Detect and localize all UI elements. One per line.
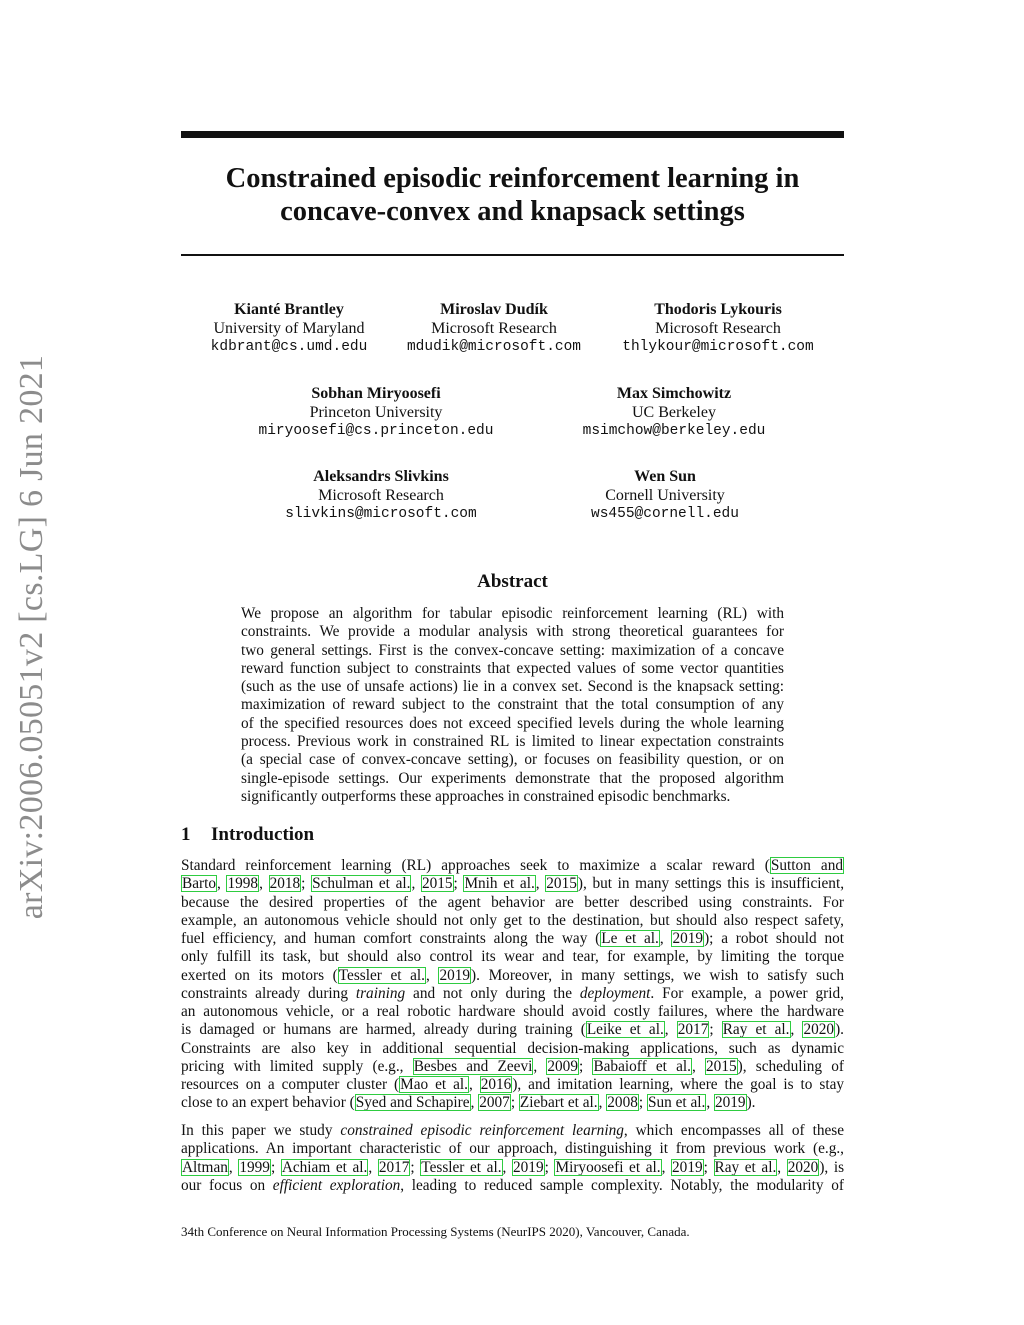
abstract-line: (such as the use of unsafe actions) lie in a convex set. Second is the knapsack setting: — [241, 678, 784, 696]
author-affiliation: Princeton University — [309, 403, 443, 421]
citation-link[interactable]: Barto — [182, 875, 216, 893]
paragraph-line: Standard reinforcement learning (RL) approaches seek to maximize a scalar reward (Sutton and — [181, 857, 843, 874]
citation-link[interactable]: 2007 — [479, 1094, 510, 1112]
citation-link[interactable]: 1998 — [227, 875, 259, 893]
abstract-line: constraints. We provide a modular analysis with strong theoretical guarantees for — [241, 623, 784, 641]
citation-link[interactable]: 1999 — [239, 1158, 270, 1176]
author-name: Kianté Brantley — [234, 301, 344, 318]
emphasis: training — [355, 984, 406, 1002]
citation-link[interactable]: 2017 — [677, 1021, 709, 1039]
author-block — [568, 301, 868, 357]
section-title: Introduction — [211, 824, 315, 845]
author-name: Sobhan Miryoosefi — [311, 385, 441, 402]
citation-link[interactable]: 2015 — [706, 1057, 737, 1075]
author-affiliation: University of Maryland — [213, 319, 365, 337]
citation-link[interactable]: Mao et al. — [400, 1076, 468, 1093]
paragraph-line: In this paper we study constrained episodic reinforcement learning, which encompasses all of these — [181, 1122, 845, 1139]
section-number: 1 — [181, 824, 191, 845]
citation-link[interactable]: Besbes and Zeevi — [413, 1057, 533, 1075]
author-name: Miroslav Dudík — [440, 301, 548, 318]
citation-link[interactable]: Sutton and — [770, 857, 843, 874]
paragraph-line: Altman, 1999; Achiam et al., 2017; Tessler et al., 2019; Miryoosefi et al., 2019; Ray et al., 2020), is — [182, 1158, 845, 1176]
citation-link[interactable]: Achiam et al. — [281, 1158, 368, 1176]
abstract-line: of the specified resources does not exceed specified levels during the whole learning — [241, 714, 784, 732]
paragraph-line: Constraints are also key in additional sequential decision-making applications, such as dynamic — [181, 1039, 844, 1057]
paragraph-line: applications. An important characteristic of our approach, distinguishing it from previous work (e.g., — [181, 1140, 844, 1158]
paragraph-line: resources on a computer cluster (Mao et al., 2016), and imitation learning, where the goal is to stay — [181, 1076, 845, 1093]
citation-link[interactable]: Schulman et al. — [312, 875, 411, 893]
citation-link[interactable]: Ray et al. — [722, 1021, 790, 1039]
citation-link[interactable]: 2020 — [803, 1021, 835, 1039]
abstract-line: reward function subject to constraints that expected values of some vector quantities — [241, 659, 784, 677]
author-block — [231, 468, 531, 524]
author-block — [226, 385, 526, 441]
author-affiliation: UC Berkeley — [632, 403, 716, 421]
title-top-rule — [181, 131, 844, 138]
citation-link[interactable]: Leike et al. — [586, 1021, 664, 1039]
intro-paragraph-1 — [181, 857, 844, 1113]
emphasis: efficient exploration — [272, 1176, 401, 1194]
author-email[interactable]: miryoosefi@cs.princeton.edu — [258, 423, 494, 439]
citation-link[interactable]: 2020 — [787, 1158, 819, 1176]
paragraph-line: our focus on efficient exploration, leading to reduced sample complexity. Notably, the modularity of — [181, 1176, 844, 1194]
paragraph-line: exerted on its motors (Tessler et al., 2019). Moreover, in many settings, we wish to satisfy such — [181, 966, 845, 984]
author-email[interactable]: thlykour@microsoft.com — [622, 339, 814, 355]
arxiv-identifier-stamp: arXiv:2006.05051v2 [cs.LG] 6 Jun 2021 — [13, 354, 50, 920]
title-line: Constrained episodic reinforcement learning in — [225, 163, 800, 194]
citation-link[interactable]: Sun et al. — [647, 1094, 706, 1112]
abstract-body — [241, 605, 784, 806]
author-email[interactable]: ws455@cornell.edu — [591, 506, 739, 522]
intro-paragraph-2 — [181, 1122, 844, 1195]
citation-link[interactable]: Mnih et al. — [464, 875, 535, 893]
citation-link[interactable]: 2019 — [439, 966, 471, 984]
author-affiliation: Microsoft Research — [655, 319, 781, 337]
conference-footnote: 34th Conference on Neural Information Processing Systems (NeurIPS 2020), Vancouver, Canada. — [181, 1224, 690, 1239]
author-affiliation: Cornell University — [605, 486, 725, 504]
paragraph-line: constraints already during training and not only during the deployment. For example, a power grid, — [181, 984, 844, 1002]
citation-link[interactable]: Babaioff et al. — [593, 1057, 691, 1075]
title-line: concave-convex and knapsack settings — [280, 196, 745, 227]
citation-link[interactable]: Ziebart et al. — [519, 1094, 598, 1112]
citation-link[interactable]: 2019 — [714, 1094, 746, 1112]
citation-link[interactable]: 2017 — [378, 1158, 410, 1176]
author-block — [524, 385, 824, 441]
abstract-line: maximization of reward subject to the constraint that the total consumption of any — [241, 696, 784, 714]
paragraph-line: because the desired properties of the agent behavior are better described using constraints. For — [181, 893, 844, 911]
author-block — [515, 468, 815, 524]
author-name: Wen Sun — [634, 468, 696, 485]
paragraph-line: only fulfill its task, but should also control its wear and tear, for example, by limiting the torque — [181, 948, 844, 966]
author-name: Thodoris Lykouris — [654, 301, 782, 318]
citation-link[interactable]: Syed and Schapire — [355, 1094, 470, 1112]
abstract-line: two general settings. First is the convex-concave setting: maximization of a concave — [241, 641, 784, 659]
citation-link[interactable]: 2016 — [480, 1076, 512, 1093]
citation-link[interactable]: Miryoosefi et al. — [555, 1158, 661, 1176]
paragraph-line: pricing with limited supply (e.g., Besbes and Zeevi, 2009; Babaioff et al., 2015), scheduling of — [181, 1057, 844, 1075]
emphasis: constrained episodic reinforcement learning — [340, 1122, 624, 1139]
citation-link[interactable]: 2008 — [607, 1094, 638, 1112]
section-heading — [181, 824, 314, 846]
abstract-line: single-episode settings. Our experiments demonstrate that the proposed algorithm — [241, 769, 784, 787]
paragraph-line: Barto, 1998, 2018; Schulman et al., 2015; Mnih et al., 2015), but in many settings this is insufficient, — [182, 875, 845, 893]
citation-link[interactable]: 2018 — [269, 875, 301, 893]
author-affiliation: Microsoft Research — [431, 319, 557, 337]
abstract-line: (a special case of convex-concave setting), or focuses on feasibility question, or on — [241, 751, 784, 769]
abstract-line: We propose an algorithm for tabular episodic reinforcement learning (RL) with — [241, 605, 784, 622]
paragraph-line: close to an expert behavior (Syed and Schapire, 2007; Ziebart et al., 2008; Sun et al., 2019). — [181, 1094, 756, 1112]
citation-link[interactable]: 2019 — [672, 1158, 703, 1176]
author-affiliation: Microsoft Research — [318, 486, 444, 504]
author-email[interactable]: slivkins@microsoft.com — [285, 506, 477, 522]
citation-link[interactable]: 2019 — [513, 1158, 544, 1176]
citation-link[interactable]: 2015 — [546, 875, 577, 893]
citation-link[interactable]: 2009 — [547, 1057, 578, 1075]
citation-link[interactable]: Altman — [182, 1158, 228, 1176]
citation-link[interactable]: 2015 — [421, 875, 453, 893]
citation-link[interactable]: Le et al. — [601, 930, 659, 947]
emphasis: deployment — [579, 984, 651, 1002]
citation-link[interactable]: 2019 — [672, 930, 704, 947]
citation-link[interactable]: Ray et al. — [714, 1158, 777, 1176]
abstract-line: significantly outperforms these approaches in constrained episodic benchmarks. — [241, 787, 731, 805]
paragraph-line: an autonomous vehicle, or a real robotic hardware should avoid costly failures, where the hardware — [181, 1003, 844, 1020]
paragraph-line: example, an autonomous vehicle should not only get to the destination, but should also respect safety, — [181, 911, 844, 929]
paper-title — [181, 162, 844, 228]
paragraph-line: fuel efficiency, and human comfort constraints along the way (Le et al., 2019); a robot should not — [181, 930, 844, 947]
author-email[interactable]: mdudik@microsoft.com — [406, 339, 582, 355]
paragraph-line: is damaged or humans are harmed, already during training (Leike et al., 2017; Ray et al., 2020). — [181, 1021, 844, 1039]
abstract-heading: Abstract — [477, 571, 548, 592]
title-bottom-rule — [181, 254, 844, 256]
citation-link[interactable]: Tessler et al. — [421, 1158, 502, 1176]
author-name: Aleksandrs Slivkins — [313, 468, 449, 485]
author-email[interactable]: msimchow@berkeley.edu — [582, 423, 766, 439]
author-email[interactable]: kdbrant@cs.umd.edu — [210, 339, 368, 355]
citation-link[interactable]: Tessler et al. — [338, 966, 426, 984]
abstract-line: process. Previous work in constrained RL is limited to linear expectation constraints — [241, 733, 784, 751]
author-name: Max Simchowitz — [616, 385, 732, 402]
